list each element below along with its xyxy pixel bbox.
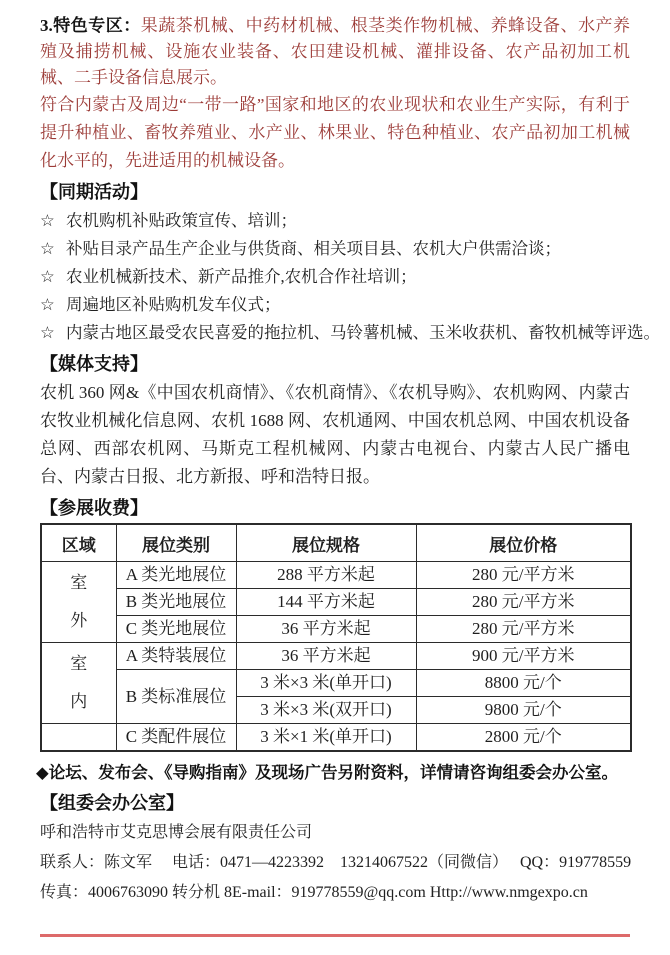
- header-price: 展位价格: [416, 524, 631, 562]
- header-type: 展位类别: [116, 524, 236, 562]
- table-row: [41, 616, 631, 643]
- star-icon: ☆: [40, 211, 55, 230]
- cell-spec: 36 平方米起: [236, 616, 416, 643]
- star-icon: ☆: [40, 239, 55, 258]
- cell-spec: 288 平方米起: [236, 562, 416, 589]
- cell-spec: 3 米×1 米(单开口): [236, 724, 416, 752]
- cell-price: 9800 元/个: [416, 697, 631, 724]
- cell-price: 280 元/平方米: [416, 616, 631, 643]
- list-item-text: 补贴目录产品生产企业与供货商、相关项目县、农机大户供需洽谈；: [66, 239, 561, 258]
- header-spec: 展位规格: [236, 524, 416, 562]
- special-zone-text: 果蔬茶机械、中药材机械、根茎类作物机械、养蜂设备、水产养殖及捕捞机械、设施农业装备、农田建设机械、灌排设备、农产品初加工机械、二手设备信息展示。: [40, 16, 631, 87]
- fee-table: [40, 523, 632, 752]
- cell-price: 280 元/平方米: [416, 562, 631, 589]
- list-item-text: 农机购机补贴政策宣传、培训；: [66, 211, 297, 230]
- section-title-media: 【媒体支持】: [40, 354, 148, 374]
- table-row: [41, 724, 631, 752]
- cell-area: 室外: [41, 562, 116, 643]
- cell-price: 8800 元/个: [416, 670, 631, 697]
- table-row: [41, 589, 631, 616]
- section-title-office: 【组委会办公室】: [40, 793, 184, 813]
- cell-type: C 类光地展位: [116, 616, 236, 643]
- cell-type: A 类光地展位: [116, 562, 236, 589]
- list-item: [40, 319, 660, 347]
- diamond-icon: ◆: [36, 763, 49, 782]
- cell-price: 900 元/平方米: [416, 643, 631, 670]
- cell-type: A 类特装展位: [116, 643, 236, 670]
- star-icon: ☆: [40, 323, 55, 342]
- cell-type: B 类光地展位: [116, 589, 236, 616]
- forum-note: [36, 760, 630, 786]
- cell-price: 2800 元/个: [416, 724, 631, 752]
- star-icon: ☆: [40, 295, 55, 314]
- cell-spec: 36 平方米起: [236, 643, 416, 670]
- table-row: [41, 670, 631, 697]
- list-item: [40, 291, 630, 319]
- cell-spec: 3 米×3 米(单开口): [236, 670, 416, 697]
- media-paragraph: 农机 360 网&《中国农机商情》、《农机商情》、《农机导购》、农机购网、内蒙古农牧业机械化信息网、农机 1688 网、农机通网、中国农机总网、中国农机设备总网、西部农机网、马斯克工程机械网、内蒙古电视台、内蒙古人民广播电台、内蒙古日报、北方新报、呼和浩特日报。: [40, 383, 630, 486]
- intro-paragraph: 符合内蒙古及周边“一带一路”国家和地区的农业现状和农业生产实际，有利于提升种植业、畜牧养殖业、水产业、林果业、特色种植业、农产品初加工机械化水平的，先进适用的机械设备。: [40, 95, 630, 170]
- cell-type: C 类配件展位: [116, 724, 236, 752]
- list-item: [40, 235, 630, 263]
- header-area: 区域: [41, 524, 116, 562]
- cell-area: [41, 724, 116, 752]
- cell-area: 室内: [41, 643, 116, 724]
- section-title-activities: 【同期活动】: [40, 182, 148, 202]
- cell-spec: 3 米×3 米(双开口): [236, 697, 416, 724]
- special-zone-label: 3.特色专区：: [40, 16, 141, 35]
- cell-price: 280 元/平方米: [416, 589, 631, 616]
- list-item-text: 内蒙古地区最受农民喜爱的拖拉机、马铃薯机械、玉米收获机、畜牧机械等评选。: [66, 323, 660, 342]
- activities-list: [40, 207, 660, 347]
- table-row: [41, 562, 631, 589]
- office-fax-line: 传真：4006763090 转分机 8E-mail：919778559@qq.com Http://www.nmgexpo.cn: [40, 884, 588, 901]
- list-item: [40, 263, 630, 291]
- office-company: 呼和浩特市艾克思博会展有限责任公司: [40, 824, 313, 841]
- star-icon: ☆: [40, 267, 55, 286]
- footer-divider: [40, 934, 630, 937]
- list-item-text: 周遍地区补贴购机发车仪式；: [66, 295, 281, 314]
- table-header-row: [41, 524, 631, 562]
- office-contact-line: 联系人：陈文军 电话：0471—4223392 13214067522（同微信） QQ：919778559: [40, 854, 632, 871]
- section-title-fees: 【参展收费】: [40, 498, 148, 518]
- special-zone-paragraph: [40, 13, 630, 91]
- table-row: [41, 643, 631, 670]
- cell-spec: 144 平方米起: [236, 589, 416, 616]
- list-item: [40, 207, 630, 235]
- forum-note-text: 论坛、发布会、《导购指南》及现场广告另附资料，详情请咨询组委会办公室。: [48, 763, 618, 782]
- cell-type: B 类标准展位: [116, 670, 236, 724]
- list-item-text: 农业机械新技术、新产品推介,农机合作社培训；: [66, 267, 417, 286]
